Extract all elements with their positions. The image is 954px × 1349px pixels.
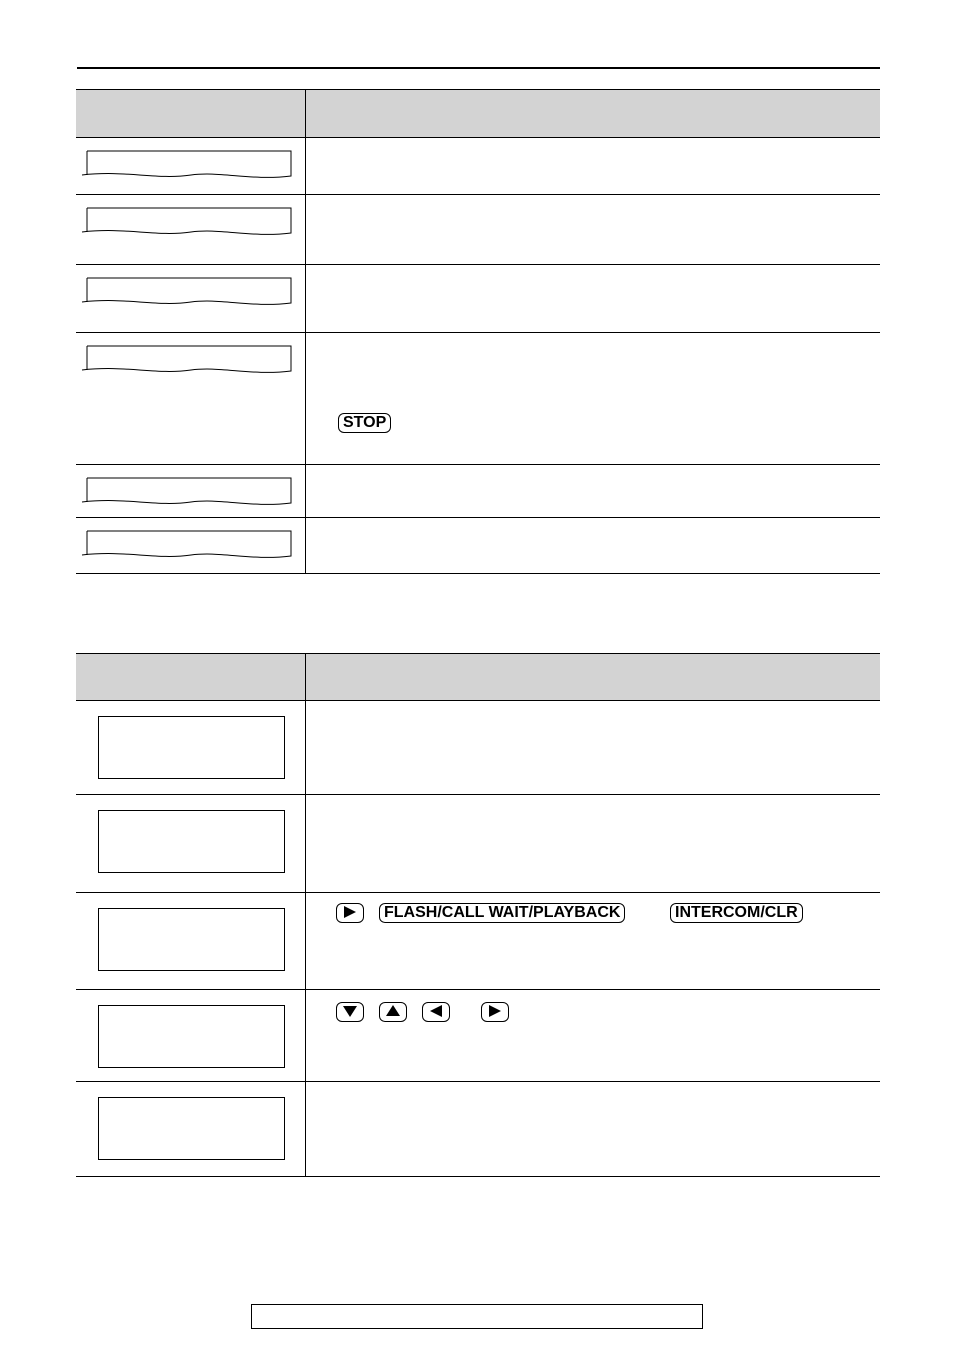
- handset-display-box: [98, 1097, 285, 1160]
- handset-display-box: [98, 908, 285, 971]
- left-arrow-icon: [422, 1002, 450, 1022]
- table-row: [76, 1082, 880, 1177]
- display-cell: [76, 893, 306, 990]
- display-cell: [76, 795, 306, 893]
- cause-cell: [306, 333, 881, 465]
- cause-cell: [306, 195, 881, 265]
- cause-cell: [306, 990, 881, 1082]
- footer-box: [251, 1304, 703, 1329]
- header-cause-cell: [306, 654, 881, 701]
- display-cell: [76, 195, 306, 265]
- display-cell: [76, 138, 306, 195]
- display-cell: [76, 333, 306, 465]
- base-unit-display-table: [76, 89, 880, 574]
- display-cell: [76, 990, 306, 1082]
- wavy-display-box: [81, 477, 293, 507]
- wavy-display-box: [81, 207, 293, 237]
- display-cell: [76, 701, 306, 795]
- cause-cell: [306, 795, 881, 893]
- header-display-cell: [76, 654, 306, 701]
- handset-display-table: [76, 653, 880, 1177]
- table-row: [76, 138, 880, 195]
- table-row: [76, 990, 880, 1082]
- cause-cell: [306, 1082, 881, 1177]
- table-row: [76, 518, 880, 574]
- cause-cell: [306, 265, 881, 333]
- table-row: [76, 465, 880, 518]
- table-row: [76, 893, 880, 990]
- table-row: [76, 333, 880, 465]
- header-cause-cell: [306, 90, 881, 138]
- table-row: [76, 195, 880, 265]
- header-display-cell: [76, 90, 306, 138]
- display-cell: [76, 265, 306, 333]
- up-arrow-icon: [379, 1002, 407, 1022]
- handset-display-box: [98, 810, 285, 873]
- right-arrow-icon: [481, 1002, 509, 1022]
- right-arrow-icon: [336, 903, 364, 923]
- top-rule: [77, 67, 880, 69]
- cause-cell: [306, 701, 881, 795]
- handset-display-box: [98, 1005, 285, 1068]
- cause-cell: [306, 138, 881, 195]
- cause-cell: [306, 518, 881, 574]
- wavy-display-box: [81, 277, 293, 307]
- cause-cell: [306, 893, 881, 990]
- table-row: [76, 265, 880, 333]
- intercom-clr-key: INTERCOM/CLR: [670, 903, 803, 923]
- table-row: [76, 701, 880, 795]
- wavy-display-box: [81, 345, 293, 375]
- wavy-display-box: [81, 150, 293, 180]
- handset-display-box: [98, 716, 285, 779]
- display-cell: [76, 465, 306, 518]
- table-header: [76, 90, 880, 138]
- stop-key: STOP: [338, 413, 391, 433]
- table-header: [76, 654, 880, 701]
- cause-cell: [306, 465, 881, 518]
- down-arrow-icon: [336, 1002, 364, 1022]
- table-row: [76, 795, 880, 893]
- wavy-display-box: [81, 530, 293, 560]
- display-cell: [76, 518, 306, 574]
- display-cell: [76, 1082, 306, 1177]
- flash-call-wait-playback-key: FLASH/CALL WAIT/PLAYBACK: [379, 903, 625, 923]
